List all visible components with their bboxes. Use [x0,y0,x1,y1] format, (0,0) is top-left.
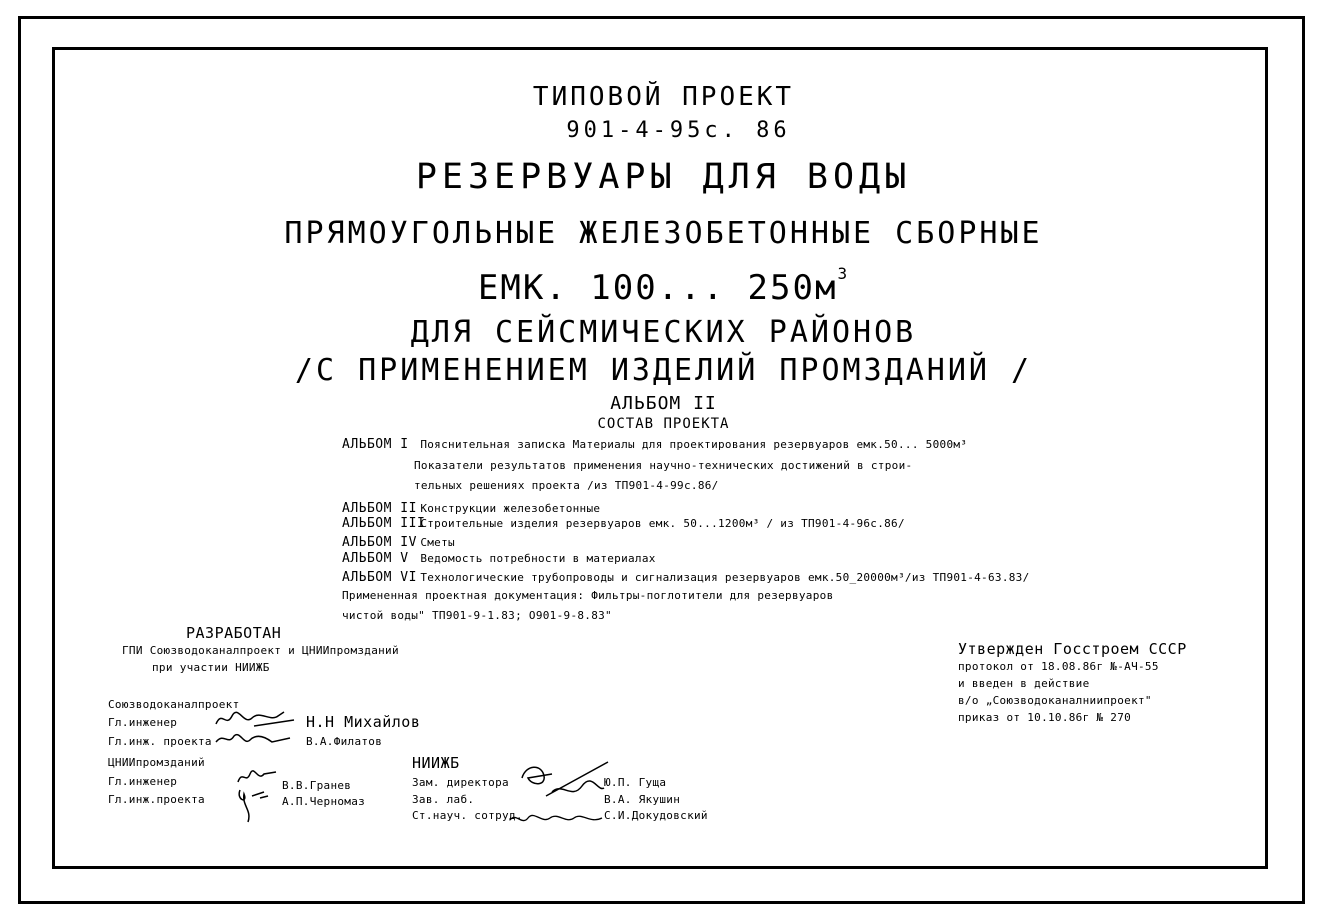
composition-row [342,535,455,550]
signature-role: Ст.науч. сотруд. [412,809,523,822]
developer-line-1: ГПИ Союзводоканалпроект и ЦНИИпромзданий [122,644,399,657]
composition-row [342,501,600,516]
approval-line-2: протокол от 18.08.86г №-АЧ-55 [958,660,1159,673]
handwritten-signature [214,728,298,750]
album-number: АЛЬБОМ II [610,393,717,414]
signature-role: Зам. директора [412,776,509,789]
handwritten-signature [234,786,274,826]
composition-label: АЛЬБОМ V [342,551,409,566]
signature-role: Гл.инженер [108,716,178,729]
project-code: 901-4-95с. 86 [566,118,791,143]
composition-label: АЛЬБОМ VI [342,570,417,585]
capacity-line [0,264,1327,308]
composition-text: Пояснительная записка Материалы для проектирования резервуаров емк.50... 5000м³ [420,438,968,451]
developer-line-2: при участии НИИЖБ [152,661,270,674]
handwritten-signature [214,708,298,730]
signature-org-2: ЦНИИпромзданий [108,756,205,769]
project-subtitle: ПРЯМОУГОЛЬНЫЕ ЖЕЛЕЗОБЕТОННЫЕ СБОРНЫЕ [284,216,1043,251]
composition-text: Сметы [420,536,455,549]
handwritten-signature [236,766,280,788]
approval-line-1: Утвержден Госстроем СССР [958,640,1187,658]
signature-role: Зав. лаб. [412,793,475,806]
composition-label: АЛЬБОМ IV [342,535,417,550]
signature-name: В.А.Филатов [306,735,383,748]
signature-org-1: Союзводоканалпроект [108,698,240,711]
composition-title: СОСТАВ ПРОЕКТА [597,416,730,432]
composition-text: Ведомость потребности в материалах [420,552,656,565]
seismic-line: ДЛЯ СЕЙСМИЧЕСКИХ РАЙОНОВ [410,315,917,350]
composition-row [342,516,905,531]
composition-row: тельных решениях проекта /из ТП901-4-99с.86/ [414,479,719,492]
composition-label: АЛЬБОМ I [342,437,409,452]
signature-name: С.И.Докудовский [604,809,708,822]
signature-name: А.П.Черномаз [282,795,366,808]
handwritten-signature [512,756,612,806]
signature-name: В.В.Гранев [282,779,352,792]
composition-row [342,551,656,566]
signature-name: В.А. Якушин [604,793,681,806]
developer-title: РАЗРАБОТАН [186,624,282,642]
composition-label: АЛЬБОМ II [342,501,417,516]
composition-row [342,570,1030,585]
signature-name: Н.Н Михайлов [306,713,421,731]
composition-row [342,437,967,452]
approval-line-3: и введен в действие [958,677,1090,690]
composition-text: Конструкции железобетонные [420,502,601,515]
application-line: /С ПРИМЕНЕНИЕМ ИЗДЕЛИЙ ПРОМЗДАНИЙ / [294,353,1033,388]
composition-text: Технологические трубопроводы и сигнализация резервуаров емк.50_20000м³/из ТП901-4-63.83/ [420,571,1030,584]
composition-label: АЛЬБОМ III [342,516,426,531]
approval-line-5: приказ от 10.10.86г № 270 [958,711,1132,724]
composition-text: Строительные изделия резервуаров емк. 50...1200м³ / из ТП901-4-96с.86/ [420,517,905,530]
approval-line-4: в/о „Союзводоканалниипроект" [958,694,1152,707]
capacity-superscript: 3 [837,264,850,283]
handwritten-signature [508,810,604,828]
composition-row: Показатели результатов применения научно-технических достижений в строи- [414,459,913,472]
signature-role: Гл.инж.проекта [108,793,205,806]
signature-name: Ю.П. Гуща [604,776,667,789]
project-name: РЕЗЕРВУАРЫ ДЛЯ ВОДЫ [415,157,912,197]
composition-row: Примененная проектная документация: Фильтры-поглотители для резервуаров [342,589,834,602]
signature-role: Гл.инженер [108,775,178,788]
capacity-text: ЕМК. 100... 250м [477,268,838,308]
signature-org-3: НИИЖБ [412,754,460,772]
composition-row: чистой воды" ТП901-9-1.83; О901-9-8.83" [342,609,612,622]
signature-role: Гл.инж. проекта [108,735,212,748]
doc-type-title: ТИПОВОЙ ПРОЕКТ [532,82,795,112]
